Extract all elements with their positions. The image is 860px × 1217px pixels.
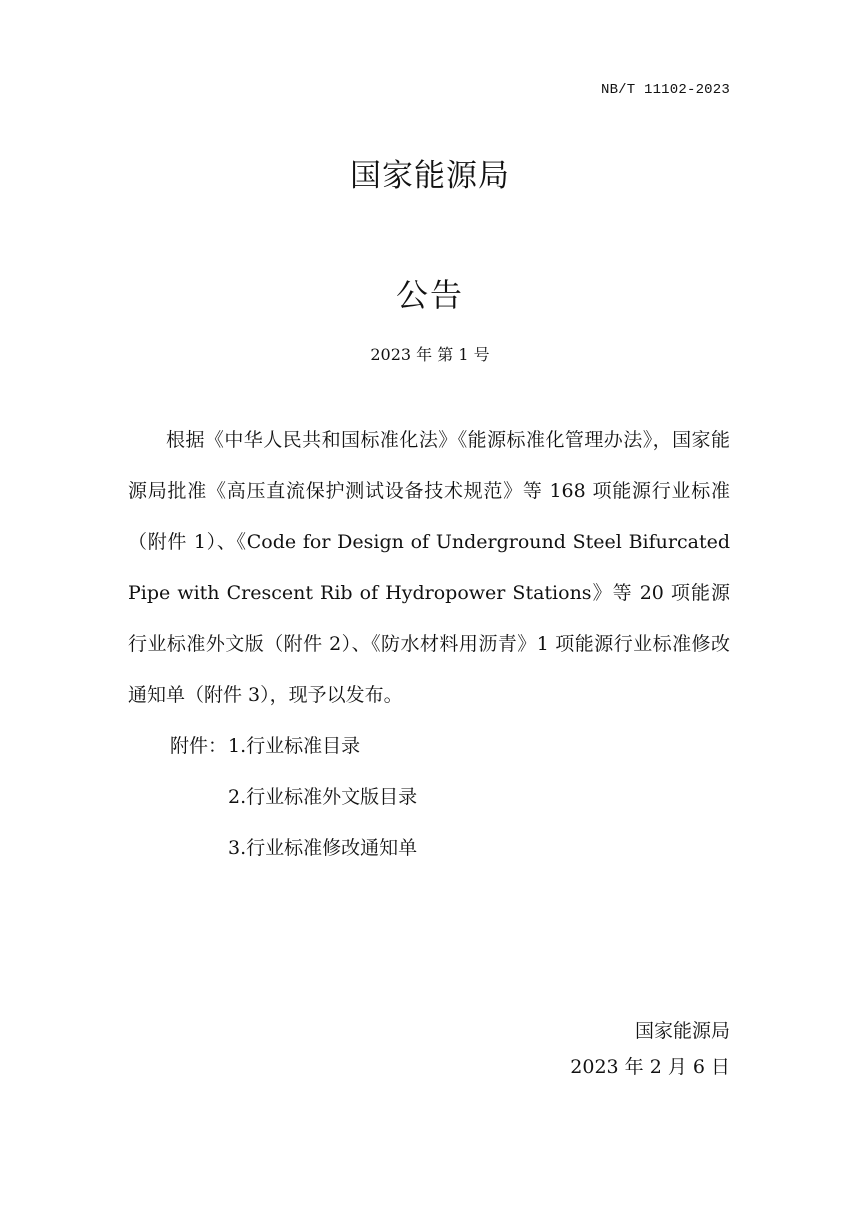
attachments-label: 附件： — [170, 735, 228, 757]
attachment-item-label: 2.行业标准外文版目录 — [228, 786, 418, 808]
attachment-item-label: 1.行业标准目录 — [228, 735, 361, 757]
attachment-item-label: 3.行业标准修改通知单 — [228, 837, 418, 859]
attachment-item — [128, 823, 417, 874]
attachment-item — [128, 721, 417, 772]
document-code: NB/T 11102-2023 — [600, 82, 730, 98]
notice-number: 2023 年 第 1 号 — [370, 345, 490, 364]
signature-date: 2023 年 2 月 6 日 — [570, 1056, 730, 1078]
body-paragraph: 根据《中华人民共和国标准化法》《能源标准化管理办法》，国家能源局批准《高压直流保护测试设备技术规范》等 168 项能源行业标准（附件 1）、《Code for Design of Underground Steel Bifurcated Pipe with Crescent Rib of Hydropower Stations》等 20 项能源行业标准外文版（附件 2）、《防水材料用沥青》1 项能源行业标准修改通知单（附件 3），现予以发布。 — [128, 429, 730, 706]
signature-organization: 国家能源局 — [634, 1020, 730, 1042]
issuer-heading: 国家能源局 — [350, 158, 510, 194]
notice-title: 公告 — [395, 276, 464, 314]
attachments-list — [128, 721, 417, 874]
attachment-item — [128, 772, 417, 823]
